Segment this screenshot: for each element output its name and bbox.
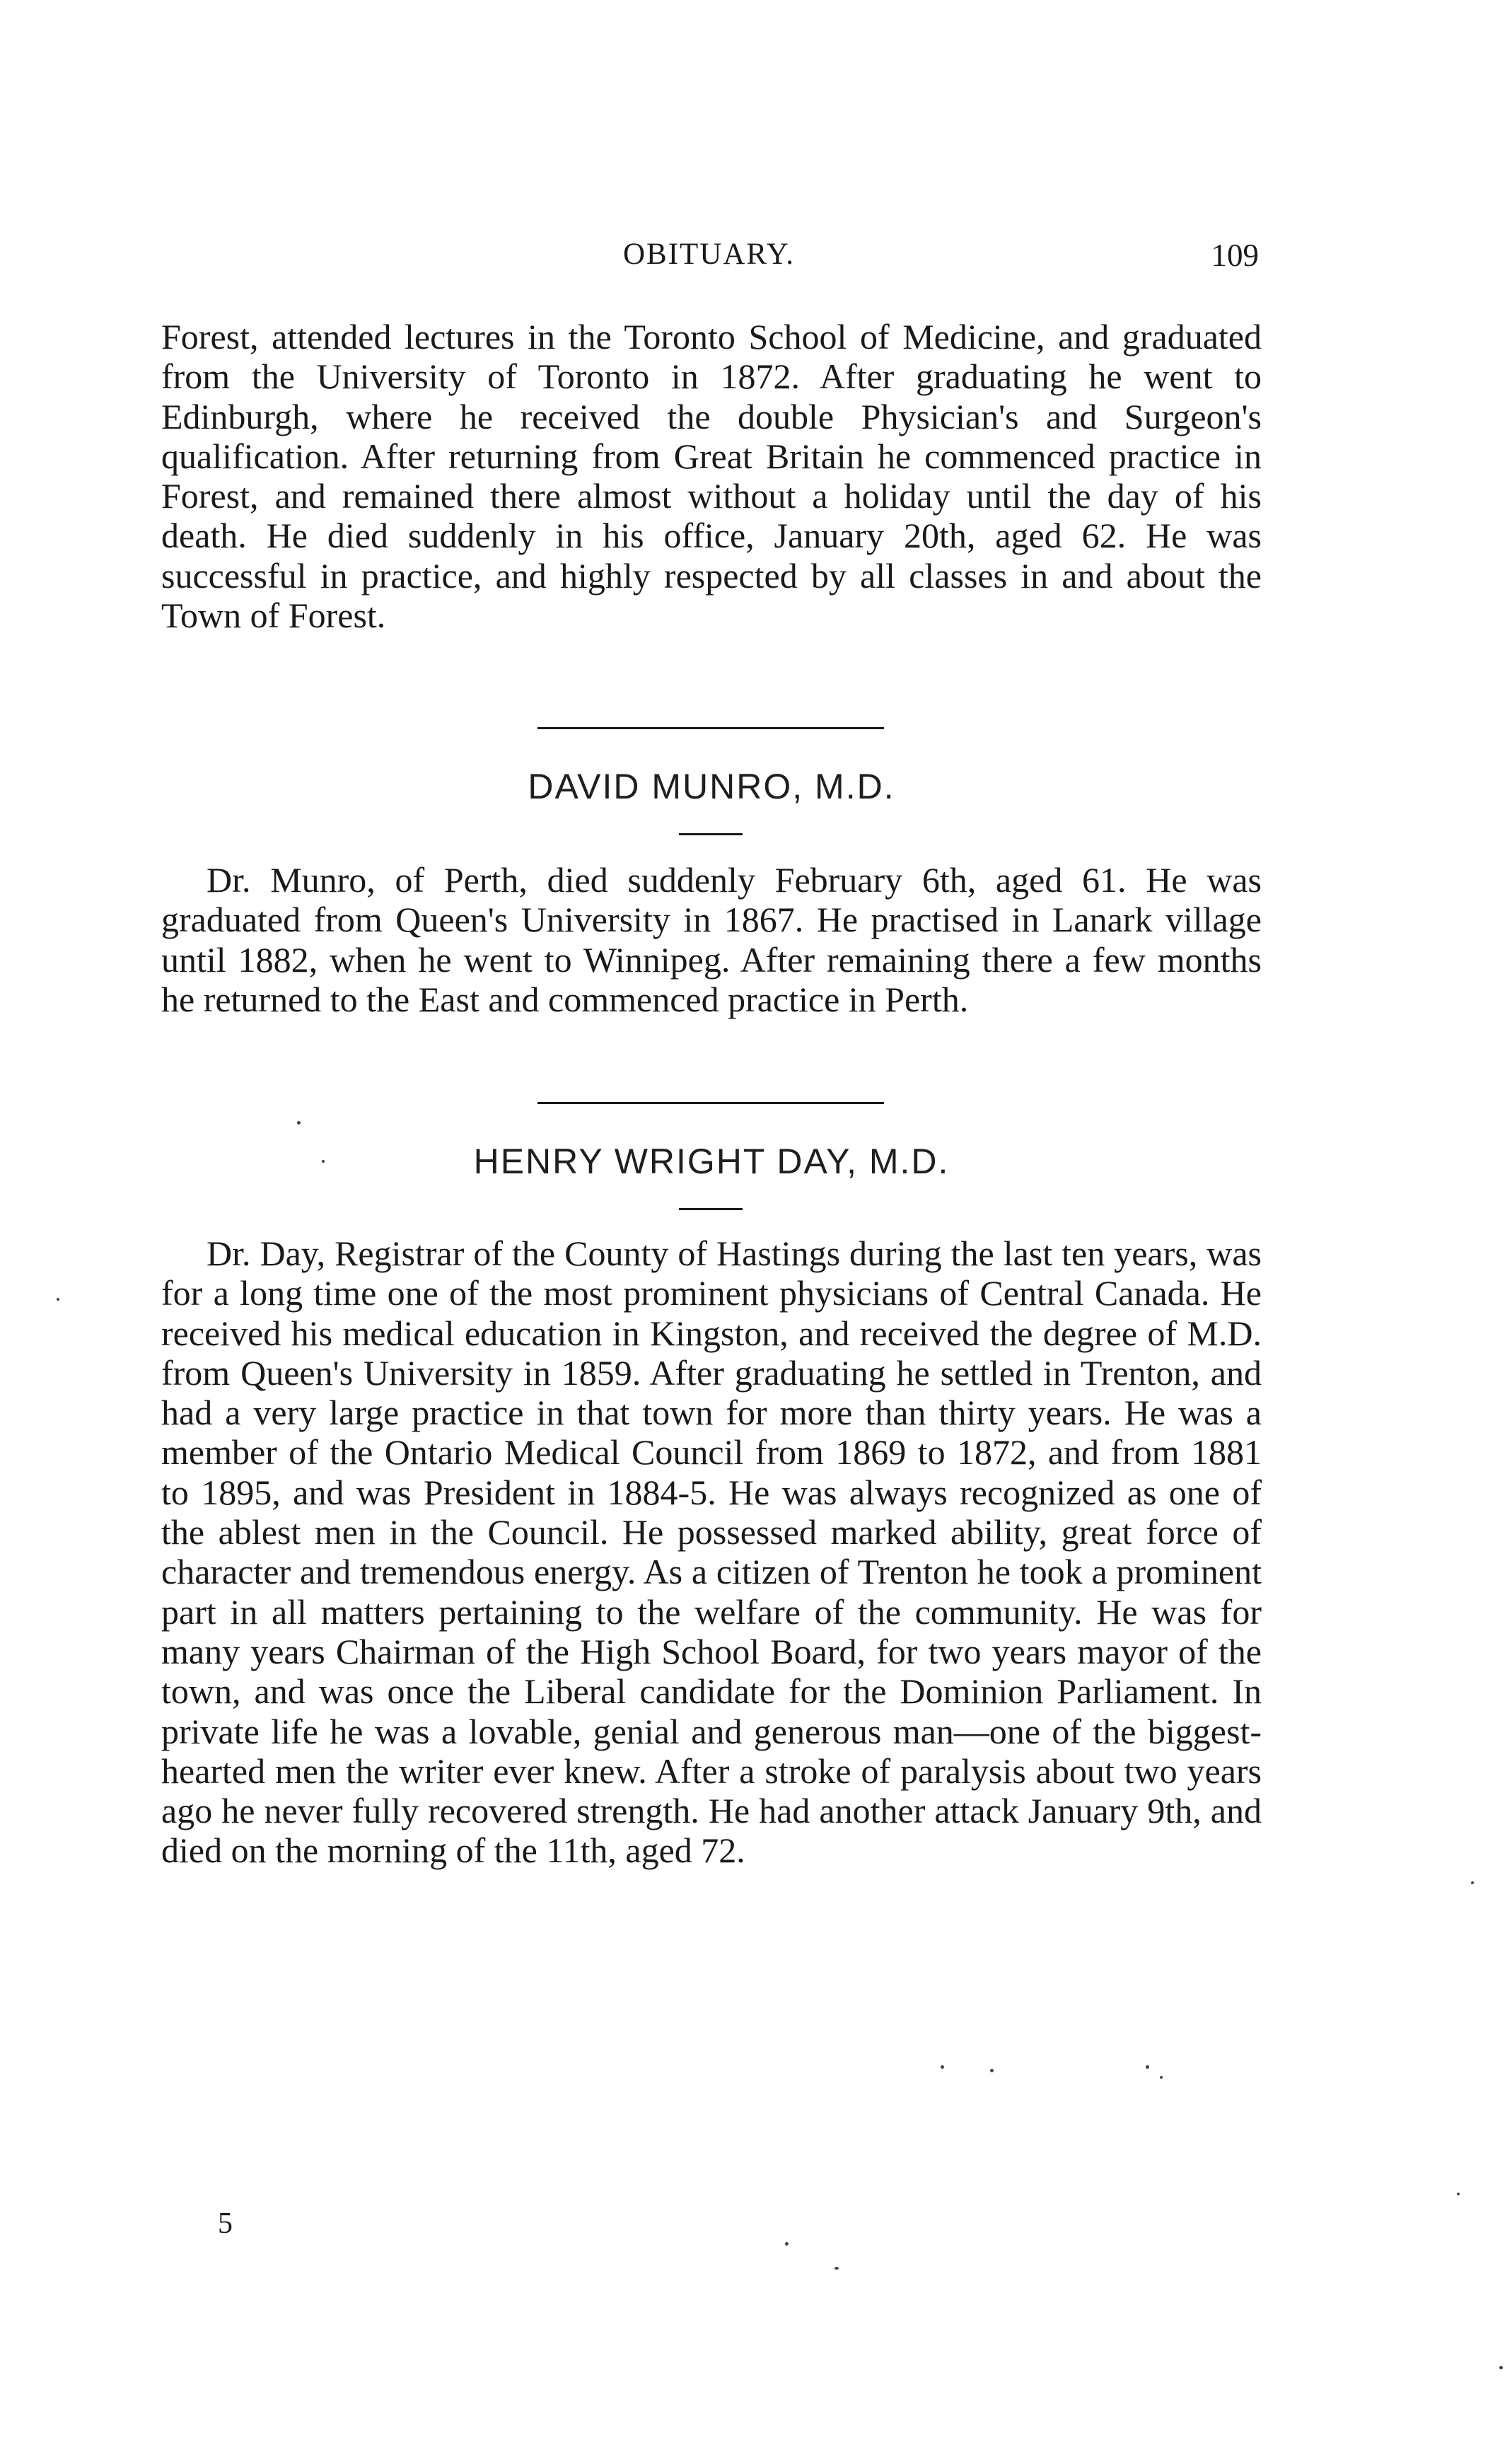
munro-block <box>161 860 1262 1019</box>
heading-underline <box>679 1208 743 1210</box>
continuation-paragraph: Forest, attended lectures in the Toronto School of Medicine, and graduated from the University of Toronto in 1872. After graduating he went to Edinburgh, where he received the double Physician's and Surgeon's qualification. After returning from Great Britain he commenced practice in Forest, and remained there almost without a holiday until the day of his death. He died suddenly in his office, January 20th, aged 62. He was successful in practice, and highly respected by all classes in and about the Town of Forest. <box>161 317 1262 636</box>
paper-speck <box>1499 2366 1503 2369</box>
paper-speck <box>990 2069 994 2072</box>
heading-underline <box>679 833 743 835</box>
page-number: 109 <box>1211 238 1259 273</box>
day-block <box>161 1233 1262 1871</box>
day-paragraph: Dr. Day, Registrar of the County of Hastings during the last ten years, was for a long time one of the most prominent physicians of Central Canada. He received his medical education in Kingston, and received the degree of M.D. from Queen's University in 1859. After graduating he settled in Trenton, and had a very large practice in that town for more than thirty years. He was a member of the Ontario Medical Council from 1869 to 1872, and from 1881 to 1895, and was President in 1884-5. He was always recognized as one of the ablest men in the Council. He possessed marked ability, great force of character and tremendous energy. As a citizen of Trenton he took a prominent part in all matters pertaining to the welfare of the community. He was for many years Chairman of the High School Board, for two years mayor of the town, and was once the Liberal candidate for the Dominion Parliament. In private life he was a lovable, genial and generous man—one of the biggest-hearted men the writer ever knew. After a stroke of paralysis about two years ago he never fully recovered strength. He had another attack January 9th, and died on the morning of the 11th, aged 72. <box>161 1233 1262 1871</box>
continuation-block <box>161 317 1262 635</box>
paper-speck <box>57 1298 59 1301</box>
section-divider <box>537 727 884 729</box>
munro-paragraph: Dr. Munro, of Perth, died suddenly February 6th, aged 61. He was graduated from Queen's University in 1867. He practised in Lanark village until 1882, when he went to Winnipeg. After remaining there a few months he returned to the East and commenced practice in Perth. <box>161 860 1262 1019</box>
paper-speck <box>1146 2065 1149 2069</box>
signature-mark: 5 <box>218 2207 233 2240</box>
section-divider <box>537 1102 884 1104</box>
day-heading: HENRY WRIGHT DAY, M.D. <box>473 1142 950 1181</box>
paper-speck <box>1471 1881 1474 1884</box>
running-title: OBITUARY. <box>623 238 795 271</box>
paper-speck <box>1457 2193 1460 2195</box>
paper-speck <box>297 1121 301 1125</box>
paper-speck <box>322 1160 325 1163</box>
munro-heading: DAVID MUNRO, M.D. <box>528 767 895 806</box>
paper-speck <box>785 2242 789 2246</box>
running-head <box>159 237 1259 279</box>
paper-speck <box>1160 2076 1163 2079</box>
paper-speck <box>941 2065 944 2069</box>
paper-speck <box>834 2267 839 2270</box>
